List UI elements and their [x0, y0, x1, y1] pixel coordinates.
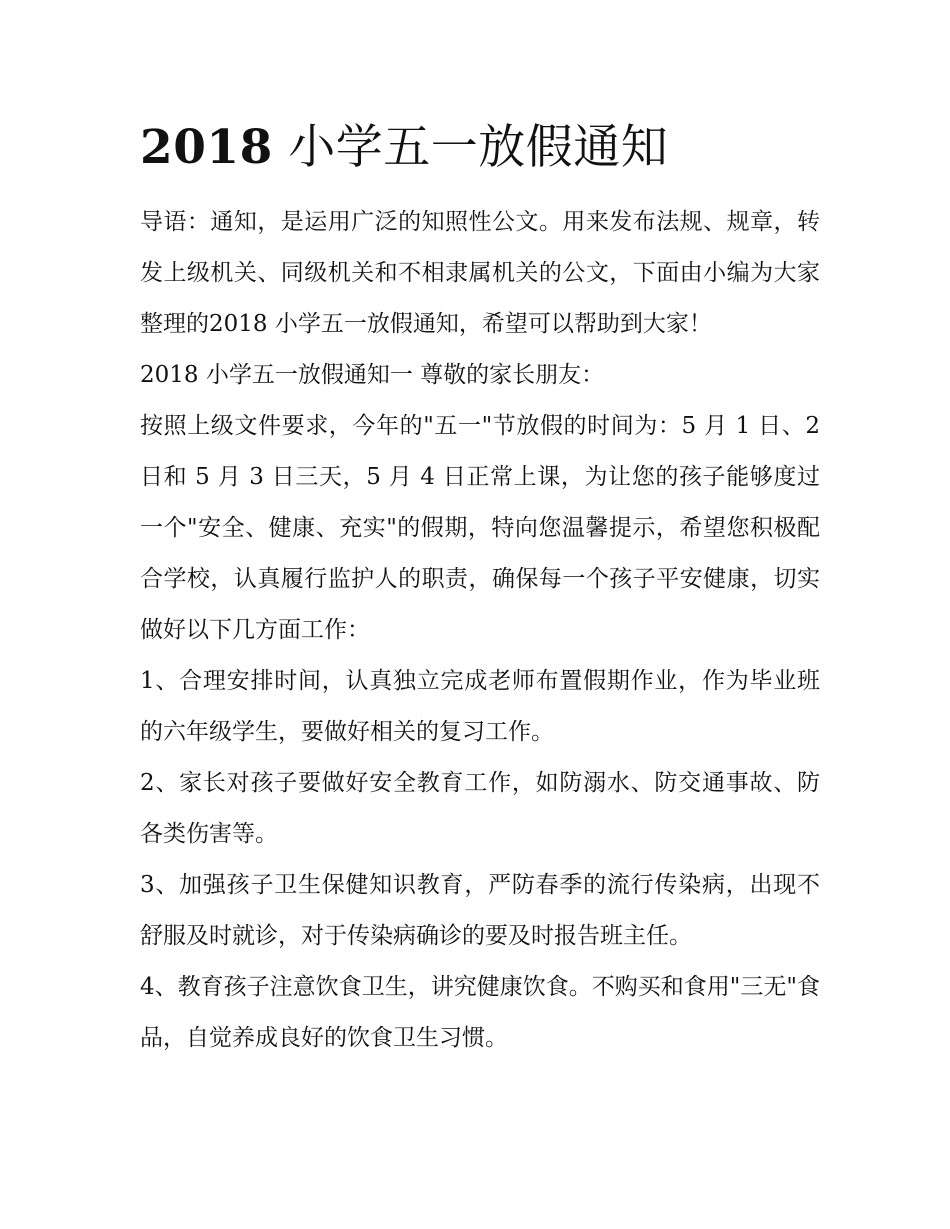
- title-year: 2018: [140, 120, 273, 175]
- list-item-4: 4、教育孩子注意饮食卫生，讲究健康饮食。不购买和食用"三无"食品，自觉养成良好的饮食卫生习惯。: [140, 974, 820, 1051]
- list-item-3: 3、加强孩子卫生保健知识教育，严防春季的流行传染病，出现不舒服及时就诊，对于传染病确诊的要及时报告班主任。: [140, 872, 820, 949]
- notice-heading: 2018 小学五一放假通知一 尊敬的家长朋友：: [140, 362, 605, 388]
- notice-paragraph: 按照上级文件要求，今年的"五一"节放假的时间为：5 月 1 日、2 日和 5 月 3 日三天，5 月 4 日正常上课，为让您的孩子能够度过一个"安全、健康、充实"的假期，特向您温馨提示，希望您积极配合学校，认真履行监护人的职责，确保每一个孩子平安健康，切实做好以下几方面工作：: [140, 413, 820, 643]
- title-text: 小学五一放假通知: [272, 120, 669, 175]
- document-title: [140, 112, 840, 184]
- list-item-2: 2、家长对孩子要做好安全教育工作，如防溺水、防交通事故、防各类伤害等。: [140, 770, 820, 847]
- intro-paragraph: 导语：通知，是运用广泛的知照性公文。用来发布法规、规章，转发上级机关、同级机关和不相隶属机关的公文，下面由小编为大家整理的2018 小学五一放假通知，希望可以帮助到大家！: [140, 209, 820, 337]
- document-body: [140, 197, 820, 1064]
- list-item-1: 1、合理安排时间，认真独立完成老师布置假期作业，作为毕业班的六年级学生，要做好相关的复习工作。: [140, 668, 820, 745]
